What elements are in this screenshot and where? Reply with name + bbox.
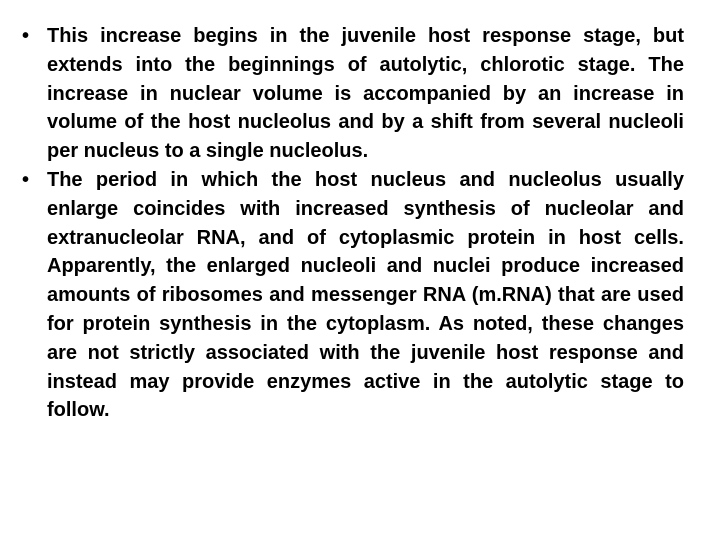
bullet-item — [22, 22, 684, 166]
bullet-text: The period in which the host nucleus and nucleolus usually enlarge coincides with increased synthesis of nucleolar and extranucleolar RNA, and of cytoplasmic protein in host cells. Apparently, the enlarged nucleoli and nuclei produce increased amounts of ribosomes and messenger RNA (m.RNA) that are used for protein synthesis in the cytoplasm. As noted, these changes are not strictly associated with the juvenile host response and instead may provide enzymes active in the autolytic stage to follow. — [47, 168, 684, 422]
bullet-marker-icon: • — [22, 25, 30, 47]
bullet-text: This increase begins in the juvenile host response stage, but extends into the beginnings of autolytic, chlorotic stage. The increase in nuclear volume is accompanied by an increase in volume of the host nucleolus and by a shift from several nucleoli per nucleus to a single nucleolus. — [47, 25, 684, 163]
bullet-list — [22, 22, 684, 425]
bullet-item — [22, 166, 684, 425]
bullet-marker-icon: • — [22, 168, 30, 191]
